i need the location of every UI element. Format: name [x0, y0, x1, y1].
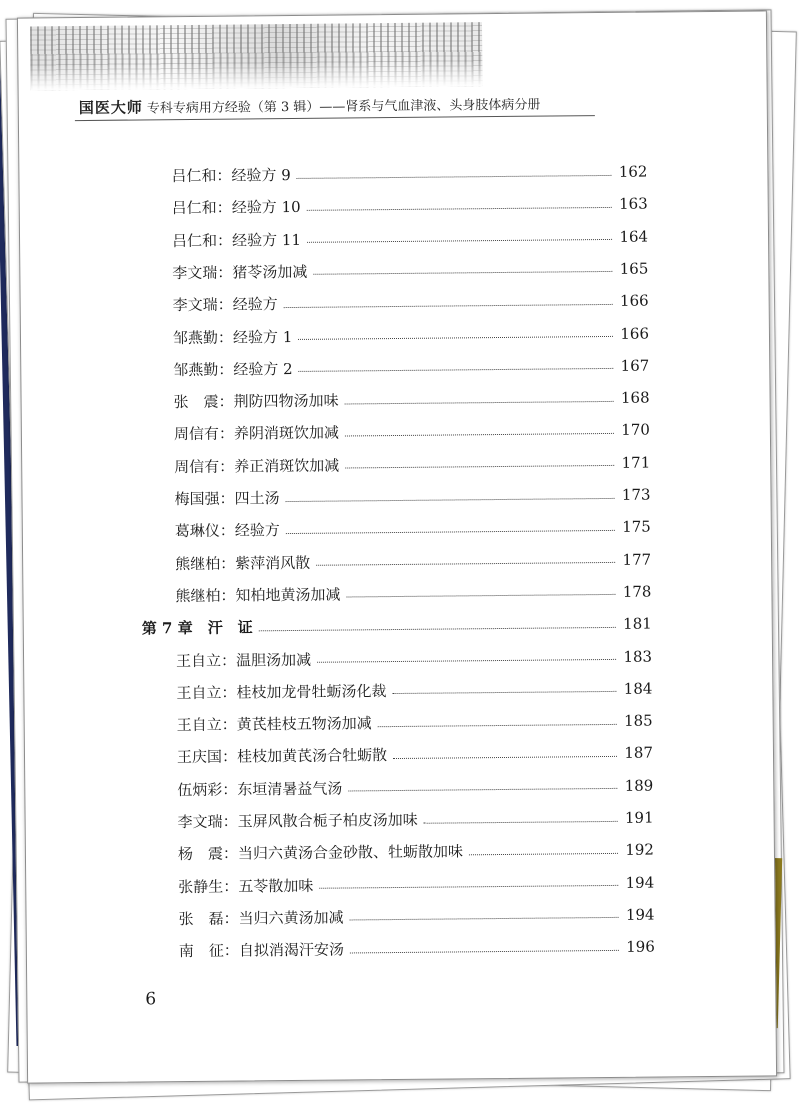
entry-page-number: 171	[621, 453, 651, 472]
entry-page-number: 183	[623, 647, 653, 666]
entry-page-number: 165	[619, 259, 649, 278]
dot-leader	[316, 562, 615, 566]
entry-title: 养阴消斑饮加减	[233, 423, 340, 443]
toc-entry-row[interactable]	[177, 739, 653, 772]
toc-entry-row[interactable]	[178, 900, 654, 933]
dot-leader	[317, 659, 616, 663]
entry-title: 桂枝加黄芪汤合牡蛎散	[236, 746, 388, 766]
entry-title: 养正消斑饮加减	[234, 456, 340, 476]
entry-author: 邹燕勤	[172, 328, 219, 347]
toc-entry-row[interactable]	[173, 319, 649, 352]
entry-separator: ：	[222, 812, 238, 831]
table-of-contents	[19, 156, 767, 961]
entry-page-number: 166	[619, 291, 649, 311]
dot-leader	[378, 723, 617, 726]
dot-leader	[299, 368, 614, 372]
entry-author: 周信有	[174, 457, 220, 476]
dot-leader	[319, 885, 618, 889]
entry-author: 葛琳仪	[174, 521, 220, 541]
entry-page-number: 163	[618, 194, 648, 214]
dot-leader	[259, 627, 616, 631]
dot-leader	[345, 401, 614, 405]
header-decorative-engraving	[30, 22, 483, 90]
dot-leader	[347, 594, 616, 598]
entry-separator: ：	[223, 877, 239, 896]
toc-entry-row[interactable]	[176, 674, 652, 707]
dot-leader	[424, 820, 618, 823]
entry-author: 熊继柏	[175, 554, 221, 573]
dot-leader	[307, 207, 612, 211]
toc-entry-row[interactable]	[177, 804, 653, 837]
entry-author: 熊继柏	[175, 586, 221, 606]
entry-page-number: 189	[624, 776, 654, 795]
entry-page-number: 162	[618, 162, 648, 181]
dot-leader	[392, 691, 616, 694]
entry-separator: ：	[219, 489, 235, 508]
entry-title: 荆防四物汤加味	[233, 391, 339, 411]
entry-separator: ：	[218, 424, 235, 444]
entry-title: 玉屏风散合栀子柏皮汤加味	[237, 810, 418, 831]
entry-author: 梅国强	[174, 489, 220, 509]
dot-leader	[286, 530, 615, 534]
entry-title: 自拟消渴汗安汤	[238, 940, 344, 960]
chapter-title: 第 7 章 汗 证	[141, 618, 253, 638]
entry-page-number: 181	[623, 614, 652, 634]
entry-page-number: 170	[621, 420, 650, 440]
entry-separator: ：	[216, 231, 233, 250]
book-page	[17, 10, 777, 1083]
entry-author: 吕仁和	[171, 166, 217, 186]
entry-separator: ：	[221, 683, 237, 702]
entry-author: 周信有	[173, 425, 220, 444]
entry-author: 李文瑞	[177, 812, 223, 832]
dot-leader	[350, 917, 619, 921]
entry-page-number: 177	[622, 550, 652, 569]
toc-entry-row[interactable]	[173, 384, 649, 417]
entry-separator: ：	[217, 328, 234, 347]
running-header	[79, 93, 541, 118]
entry-separator: ：	[221, 651, 237, 670]
page-number: 6	[145, 989, 157, 1010]
series-brand: 国医大师	[78, 98, 143, 118]
entry-page-number: 192	[625, 840, 655, 860]
dot-leader	[307, 239, 612, 243]
toc-entry-row[interactable]	[174, 416, 650, 449]
toc-entry-row[interactable]	[174, 481, 650, 514]
toc-entry-row[interactable]	[173, 351, 649, 384]
entry-separator: ：	[217, 295, 233, 314]
entry-title: 当归六黄汤加减	[238, 908, 344, 928]
entry-author: 王自立	[175, 651, 222, 670]
entry-separator: ：	[222, 780, 238, 799]
dot-leader	[345, 465, 614, 469]
toc-entry-row[interactable]	[176, 642, 652, 675]
entry-separator: ：	[223, 909, 239, 928]
toc-entry-row[interactable]	[175, 513, 651, 546]
entry-title: 经验方 2	[233, 359, 293, 379]
entry-author: 王庆国	[176, 748, 223, 767]
entry-author: 邹燕勤	[173, 360, 219, 379]
entry-page-number: 184	[623, 679, 653, 698]
toc-entry-row[interactable]	[175, 577, 651, 610]
entry-title: 紫萍消风散	[235, 553, 311, 573]
entry-separator: ：	[216, 198, 232, 218]
dot-leader	[345, 433, 614, 437]
entry-author: 南 征	[178, 941, 224, 961]
entry-separator: ：	[219, 521, 235, 540]
entry-page-number: 194	[625, 905, 655, 924]
toc-entry-row[interactable]	[178, 868, 654, 901]
dot-leader	[469, 853, 618, 855]
entry-title: 经验方 10	[231, 198, 301, 217]
entry-title: 经验方	[232, 295, 278, 314]
entry-separator: ：	[222, 844, 239, 863]
entry-separator: ：	[221, 747, 238, 767]
entry-title: 五苓散加味	[238, 876, 314, 896]
entry-title: 桂枝加龙骨牡蛎汤化裁	[236, 681, 387, 702]
entry-separator: ：	[219, 457, 235, 476]
toc-entry-row[interactable]	[177, 707, 653, 740]
toc-entry-row[interactable]	[178, 836, 654, 869]
toc-entry-row[interactable]	[172, 222, 648, 255]
entry-separator: ：	[218, 392, 234, 411]
toc-entry-row[interactable]	[174, 448, 650, 481]
toc-entry-row[interactable]	[172, 190, 648, 223]
entry-separator: ：	[218, 360, 234, 379]
entry-title: 经验方	[234, 521, 280, 540]
dot-leader	[298, 336, 613, 340]
entry-title: 知柏地黄汤加减	[235, 585, 341, 605]
toc-entry-row[interactable]	[177, 771, 653, 804]
dot-leader	[393, 756, 617, 759]
entry-separator: ：	[217, 263, 233, 282]
dot-leader	[348, 788, 617, 792]
entry-title: 当归六黄汤合金砂散、牡蛎散加味	[237, 842, 464, 863]
entry-page-number: 175	[622, 517, 651, 537]
entry-author: 李文瑞	[172, 263, 218, 283]
entry-author: 张 震	[173, 392, 219, 412]
entry-author: 王自立	[176, 683, 222, 702]
entry-page-number: 167	[620, 356, 650, 375]
toc-entry-row[interactable]	[172, 254, 648, 287]
entry-page-number: 178	[622, 582, 652, 601]
toc-entry-row[interactable]	[171, 158, 647, 191]
entry-author: 张静生	[178, 877, 224, 896]
entry-page-number: 191	[624, 808, 654, 827]
entry-separator: ：	[220, 554, 236, 573]
entry-page-number: 168	[620, 388, 650, 407]
entry-author: 吕仁和	[171, 231, 218, 250]
dot-leader	[284, 304, 613, 308]
entry-page-number: 166	[620, 324, 650, 343]
entry-author: 伍炳彩	[177, 780, 223, 799]
entry-separator: ：	[221, 715, 237, 734]
entry-title: 温胆汤加减	[236, 650, 312, 670]
entry-page-number: 187	[624, 743, 654, 763]
entry-author: 杨 震	[177, 844, 224, 864]
entry-separator: ：	[223, 941, 239, 960]
entry-page-number: 173	[621, 485, 651, 504]
entry-title: 经验方 11	[231, 230, 302, 250]
toc-entry-row[interactable]	[175, 545, 651, 578]
entry-title: 猪苓汤加减	[232, 262, 308, 282]
entry-title: 东垣清暑益气汤	[237, 779, 343, 799]
dot-leader	[350, 950, 619, 954]
entry-author: 张 磊	[178, 909, 224, 929]
entry-page-number: 196	[626, 937, 655, 957]
dot-leader	[313, 271, 612, 275]
book-subtitle: 专科专病用方经验（第 3 辑）——肾系与气血津液、头身肢体病分册	[146, 97, 541, 117]
entry-page-number: 185	[623, 711, 653, 730]
toc-entry-row[interactable]	[173, 287, 649, 320]
toc-chapter-row[interactable]	[142, 610, 652, 643]
entry-author: 王自立	[176, 715, 222, 735]
entry-separator: ：	[216, 166, 232, 185]
entry-title: 经验方 9	[231, 166, 291, 185]
entry-title: 黄芪桂枝五物汤加减	[236, 714, 372, 734]
entry-title: 经验方 1	[232, 327, 293, 347]
toc-entry-row[interactable]	[179, 933, 655, 966]
dot-leader	[286, 497, 615, 501]
entry-separator: ：	[220, 586, 236, 605]
entry-author: 吕仁和	[171, 199, 217, 218]
dot-leader	[297, 174, 612, 178]
entry-author: 李文瑞	[172, 295, 218, 315]
entry-page-number: 194	[625, 873, 655, 892]
entry-title: 四土汤	[234, 489, 280, 508]
entry-page-number: 164	[619, 227, 649, 246]
